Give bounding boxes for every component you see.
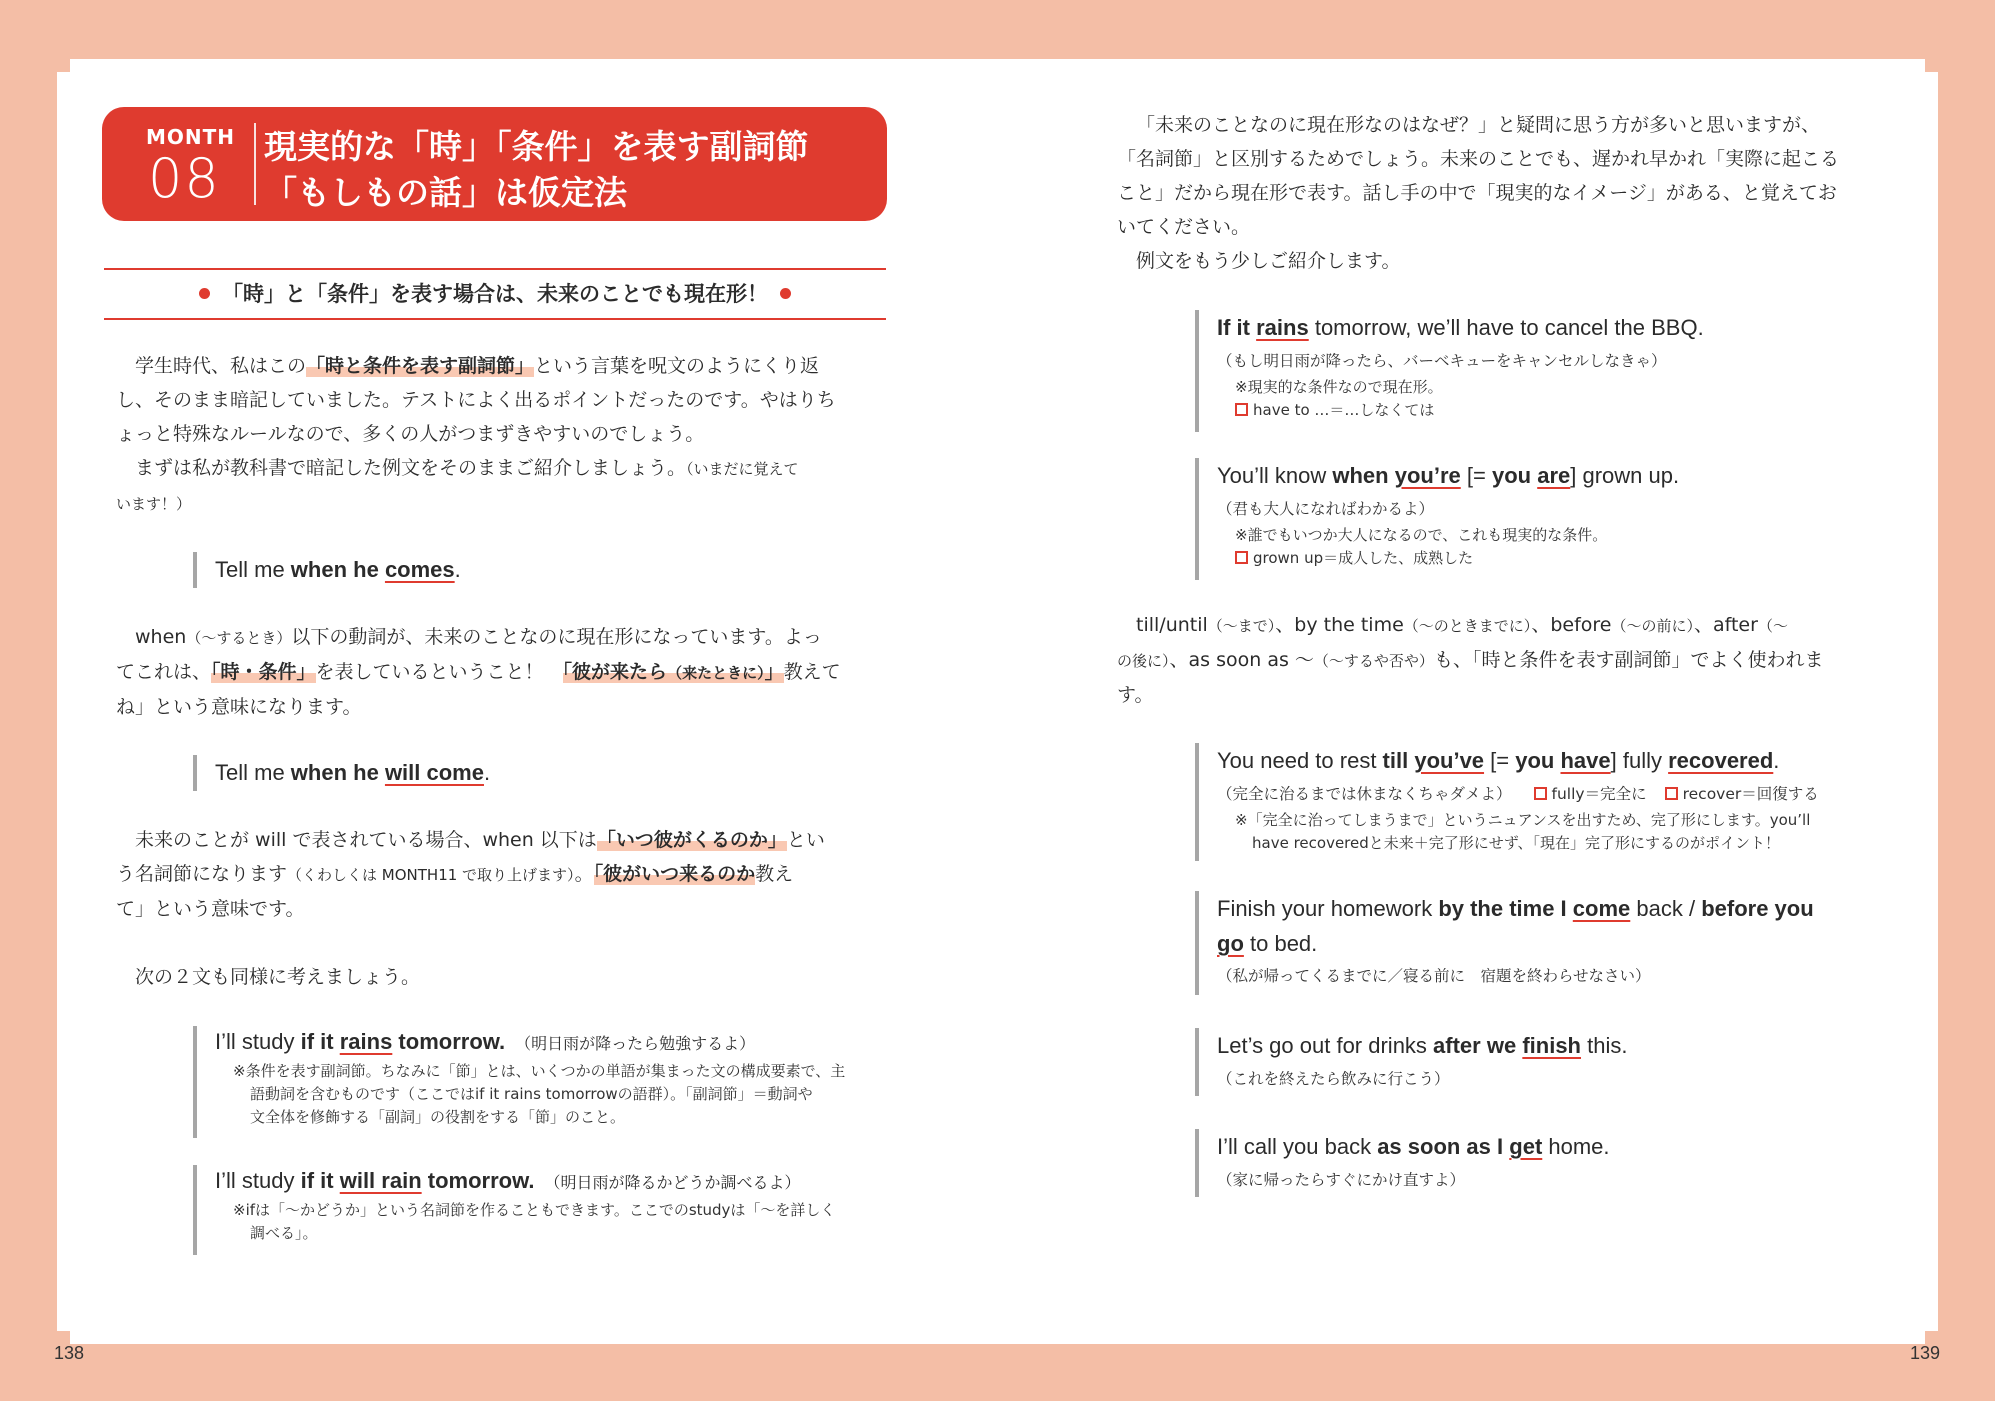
header-divider: [254, 123, 256, 205]
paragraph-next: 次の２文も同様に考えましょう。: [135, 966, 421, 988]
checkbox-icon: [1235, 551, 1248, 564]
checkbox-icon: [1235, 403, 1248, 416]
page-number-left: 138: [54, 1343, 85, 1363]
paragraph-when: when（〜するとき）以下の動詞が、未来のことなのに現在形になっています。よっ てこれは、「時・条件」を表しているということ！ 「彼が来たら（来たときに）」教えて ね」という意味になります。: [116, 626, 841, 718]
month-label: MONTH: [146, 125, 236, 149]
chapter-title-line1: 現実的な「時」「条件」を表す副詞節: [264, 127, 809, 166]
chapter-header: [102, 107, 887, 221]
example-block: I’ll study if it will rain tomorrow. （明日雨が降るかどうか調べるよ） ※ifは「〜かどうか」という名詞節を作ることもできます。ここでのstudyは「〜を詳しく 調べる」。: [193, 1165, 835, 1255]
example-sentence: Tell me when he will come.: [193, 755, 490, 791]
example-block: I’ll call you back as soon as I get home. （家に帰ったらすぐにかけ直すよ）: [1195, 1129, 1610, 1197]
example-block: If it rains tomorrow, we’ll have to cancel the BBQ. （もし明日雨が降ったら、バーベキューをキャンセルしなきゃ） ※現実的な条件なので現在形。 have to …＝…しなくては: [1195, 310, 1704, 432]
example-block: You need to rest till you’ve [= you have] fully recovered. （完全に治るまでは休まなくちゃダメよ） fully＝完全に recover＝回復する ※「完全に治ってしまうまで」というニュアンスを出すため、完了形にします。you’ll have recoveredと未来＋完了形にせず、「現在」完了形にするのがポイント！: [1195, 743, 1819, 861]
paragraph-conjunctions: till/until（〜まで）、by the time（〜のときまでに）、before（〜の前に）、after（〜 の後に）、as soon as 〜（〜するや否や）も、「時と条件を表す副詞節」でよく使われま す。: [1117, 614, 1824, 706]
checkbox-icon: [1534, 787, 1547, 800]
example-block: Let’s go out for drinks after we finish this. （これを終えたら飲みに行こう）: [1195, 1028, 1627, 1096]
paragraph-why-present: 「未来のことなのに現在形なのはなぜ？」と疑問に思う方が多いと思いますが、 「名詞節」と区別するためでしょう。未来のことでも、遅かれ早かれ「実際に起こる こと」だから現在形で表す。話し手の中で「現実的なイメージ」がある、と覚えてお いてください。 例文をもう少しご紹介します。: [1117, 114, 1840, 272]
subtitle-text: 「時」と「条件」を表す場合は、未来のことでも現在形！: [222, 282, 768, 306]
chapter-title-line2: 「もしもの話」は仮定法: [264, 173, 627, 212]
page-number-right: 139: [1910, 1343, 1941, 1363]
example-block: You’ll know when you’re [= you are] grown up. （君も大人になればわかるよ） ※誰でもいつか大人になるので、これも現実的な条件。 grown up＝成人した、成熟した: [1195, 458, 1679, 580]
example-block: Finish your homework by the time I come back / before you go to bed. （私が帰ってくるまでに／寝る前に 宿題を終わらせなさい）: [1195, 891, 1814, 995]
paragraph-will: 未来のことが will で表されている場合、when 以下は「いつ彼がくるのか」とい う名詞節になります（くわしくは MONTH11 で取り上げます）。「彼がいつ来るのか教え て」という意味です。: [116, 829, 825, 920]
bullet-dot-icon: [780, 288, 791, 299]
example-sentence: Tell me when he comes.: [193, 552, 461, 588]
paragraph-intro: 学生時代、私はこの「時と条件を表す副詞節」という言葉を呪文のようにくり返 し、そのまま暗記していました。テストによく出るポイントだったのです。やはりち ょっと特殊なルールなので、多くの人がつまずきやすいのでしょう。 まずは私が教科書で暗記した例文をそのままご紹介しましょう。（いまだに覚えて います！）: [116, 355, 836, 513]
checkbox-icon: [1665, 787, 1678, 800]
section-subtitle: [104, 268, 886, 320]
month-number: 08: [148, 147, 221, 210]
example-block: I’ll study if it rains tomorrow. （明日雨が降ったら勉強するよ） ※条件を表す副詞節。ちなみに「節」とは、いくつかの単語が集まった文の構成要素で、主 語動詞を含むものです（ここではif it rains tomorrowの語群）。「副詞節」＝動詞や 文全体を修飾する「副詞」の役割をする「節」のこと。: [193, 1026, 845, 1138]
bullet-dot-icon: [199, 288, 210, 299]
